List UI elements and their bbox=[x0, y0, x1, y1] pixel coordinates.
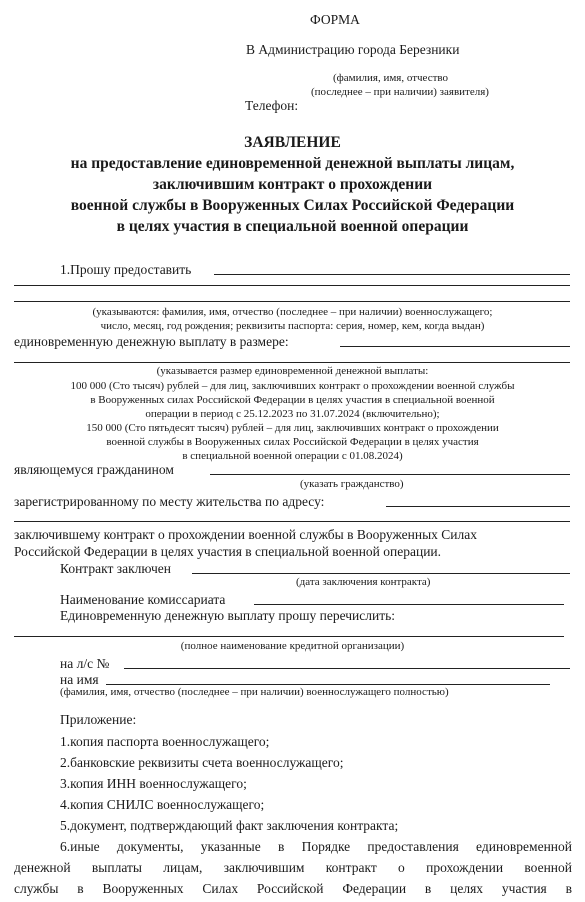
attachment-item: 2.банковские реквизиты счета военнослужащего; bbox=[60, 755, 344, 770]
contract-date-field[interactable] bbox=[192, 563, 570, 574]
contract-text-2: Российской Федерации в целях участия в специальной военной операции. bbox=[14, 544, 442, 559]
request-field[interactable] bbox=[214, 264, 570, 275]
name-label: на имя bbox=[60, 672, 99, 687]
amount-hint-2: 100 000 (Сто тысяч) рублей – для лиц, заключивших контракт о прохождении военной службы bbox=[70, 380, 515, 392]
amount-hint-3: в Вооруженных силах Российской Федерации в целях участия в специальной военной bbox=[90, 394, 495, 406]
attachment-item-6-line1: 6.иные документы, указанные в Порядке предоставления единовременной bbox=[60, 839, 572, 854]
attachments-label: Приложение: bbox=[60, 712, 137, 727]
attachment-item: 1.копия паспорта военнослужащего; bbox=[60, 734, 270, 749]
bank-hint: (полное наименование кредитной организации) bbox=[180, 640, 405, 652]
contract-text-1: заключившему контракт о прохождении военной службы в Вооруженных Силах bbox=[14, 527, 477, 542]
registration-field[interactable] bbox=[386, 496, 570, 507]
registration-label: зарегистрированному по месту жительства по адресу: bbox=[14, 494, 325, 509]
attachment-item: 5.документ, подтверждающий факт заключения контракта; bbox=[60, 818, 399, 833]
name-field[interactable] bbox=[106, 674, 550, 685]
attachment-item-6-line3: службы в Вооруженных Силах Российской Федерации в целях участия в bbox=[14, 881, 572, 896]
transfer-label: Единовременную денежную выплату прошу перечислить: bbox=[60, 608, 396, 623]
serviceman-hint-2: число, месяц, год рождения; реквизиты паспорта: серия, номер, кем, когда выдан) bbox=[100, 320, 485, 332]
amount-hint-6: военной службы в Вооруженных силах Российской Федерации в целях участия bbox=[106, 436, 479, 448]
contract-date-label: Контракт заключен bbox=[60, 561, 171, 576]
address-to: В Администрацию города Березники bbox=[246, 42, 460, 57]
account-label: на л/с № bbox=[60, 656, 110, 671]
form-label: ФОРМА bbox=[310, 12, 360, 27]
applicant-hint-1: (фамилия, имя, отчество bbox=[333, 72, 449, 84]
citizenship-label: являющемуся гражданином bbox=[14, 462, 174, 477]
citizenship-hint: (указать гражданство) bbox=[300, 478, 404, 490]
commissariat-field[interactable] bbox=[254, 594, 564, 605]
attachment-item: 3.копия ИНН военнослужащего; bbox=[60, 776, 247, 791]
amount-hint-7: в специальной военной операции с 01.08.2024) bbox=[182, 450, 403, 462]
payment-amount-field[interactable] bbox=[340, 336, 570, 347]
payment-amount-field-line-2[interactable] bbox=[14, 352, 570, 363]
doc-title-line3: военной службы в Вооруженных Силах Российской Федерации bbox=[70, 197, 515, 214]
holder-hint: (фамилия, имя, отчество (последнее – при наличии) военнослужащего полностью) bbox=[60, 686, 449, 698]
serviceman-field-line-2[interactable] bbox=[14, 291, 570, 302]
commissariat-label: Наименование комиссариата bbox=[60, 592, 226, 607]
request-label: 1.Прошу предоставить bbox=[60, 262, 192, 277]
doc-title-line2: заключившим контракт о прохождении bbox=[152, 176, 433, 193]
applicant-hint-2: (последнее – при наличии) заявителя) bbox=[311, 86, 489, 98]
contract-date-hint: (дата заключения контракта) bbox=[296, 576, 431, 588]
account-field[interactable] bbox=[124, 658, 570, 669]
payment-amount-label: единовременную денежную выплату в размере: bbox=[14, 334, 289, 349]
serviceman-field-line-1[interactable] bbox=[14, 275, 570, 286]
amount-hint-1: (указывается размер единовременной денежной выплаты: bbox=[156, 365, 429, 377]
phone-label: Телефон: bbox=[245, 98, 299, 113]
citizenship-field[interactable] bbox=[210, 464, 570, 475]
registration-field-line-2[interactable] bbox=[14, 511, 570, 522]
attachment-item-6-line2: денежной выплаты лицам, заключившим контракт о прохождении военной bbox=[14, 860, 572, 875]
bank-field[interactable] bbox=[14, 626, 564, 637]
doc-title: ЗАЯВЛЕНИЕ bbox=[244, 134, 341, 151]
doc-title-line4: в целях участия в специальной военной операции bbox=[116, 218, 469, 235]
doc-title-line1: на предоставление единовременной денежной выплаты лицам, bbox=[70, 155, 515, 172]
amount-hint-5: 150 000 (Сто пятьдесят тысяч) рублей – для лиц, заключивших контракт о прохождении bbox=[86, 422, 499, 434]
serviceman-hint-1: (указываются: фамилия, имя, отчество (последнее – при наличии) военнослужащего; bbox=[92, 306, 493, 318]
attachment-item: 4.копия СНИЛС военнослужащего; bbox=[60, 797, 265, 812]
amount-hint-4: операции в период с 25.12.2023 по 31.07.2024 (включительно); bbox=[145, 408, 440, 420]
